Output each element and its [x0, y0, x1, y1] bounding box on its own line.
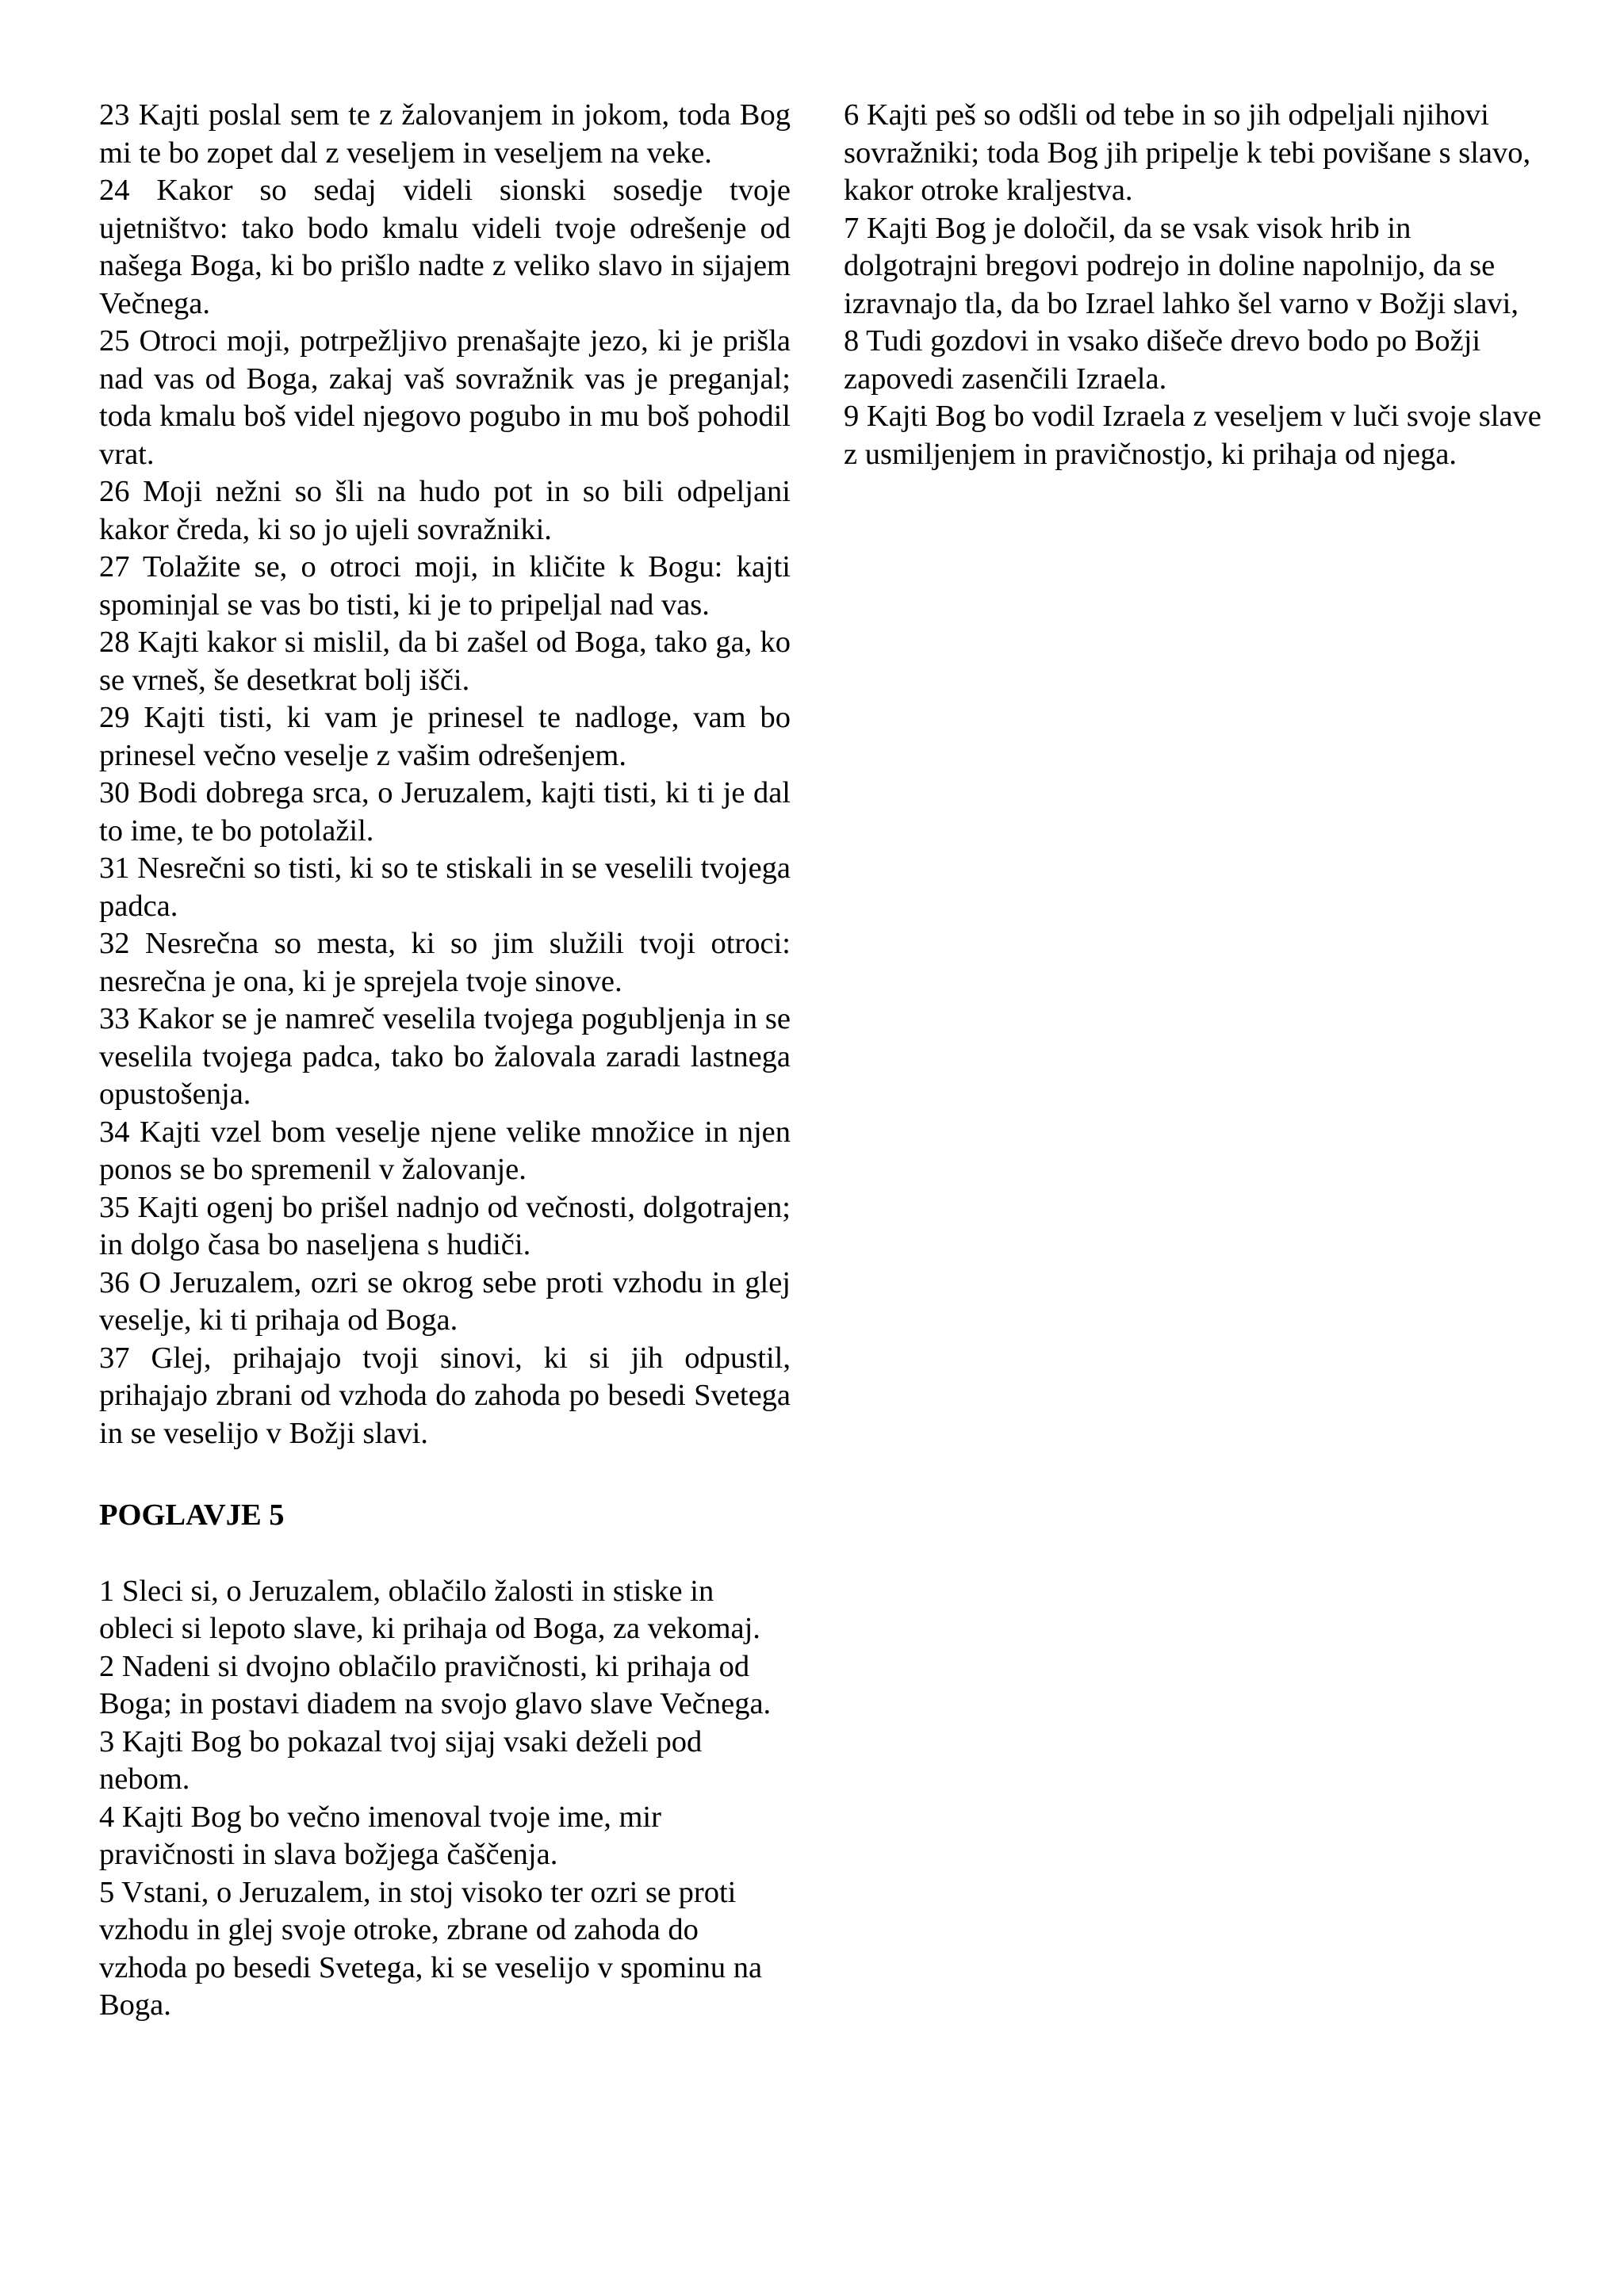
verse-5-3: 3 Kajti Bog bo pokazal tvoj sijaj vsaki deželi pod nebom. [99, 1724, 703, 1796]
verse-4-25: 25 Otroci moji, potrpežljivo prenašajte jezo, ki je prišla nad vas od Boga, zakaj vaš sovražnik vas je preganjal; toda kmalu boš videl njegovo pogubo in mu boš pohodil vrat. [99, 324, 791, 471]
verse-4-29: 29 Kajti tisti, ki vam je prinesel te nadloge, vam bo prinesel večno veselje z vašim odrešenjem. [99, 701, 791, 772]
verse-4-37: 37 Glej, prihajajo tvoji sinovi, ki si jih odpustil, prihajajo zbrani od vzhoda do zahoda po besedi Svetega in se veselijo v Božji slavi. [99, 1341, 791, 1450]
verse-5-1: 1 Sleci si, o Jeruzalem, oblačilo žalosti in stiske in obleci si lepoto slave, ki prihaja od Boga, za vekomaj. [99, 1574, 760, 1645]
verse-5-4: 4 Kajti Bog bo večno imenoval tvoje ime, mir pravičnosti in slava božjega čaščenja. [99, 1800, 661, 1871]
verse-4-36: 36 O Jeruzalem, ozri se okrog sebe proti vzhodu in glej veselje, ki ti prihaja od Boga. [99, 1265, 791, 1337]
left-column [99, 97, 791, 2025]
verse-4-24: 24 Kakor so sedaj videli sionski sosedje tvoje ujetništvo: tako bodo kmalu videli tvoje odrešenje od našega Boga, ki bo prišlo nadte z veliko slavo in sijajem Večnega. [99, 174, 791, 320]
right-column [844, 97, 1542, 473]
verse-4-31: 31 Nesrečni so tisti, ki so te stiskali in se veselili tvojega padca. [99, 851, 791, 923]
verse-5-7: 7 Kajti Bog je določil, da se vsak visok hrib in dolgotrajni bregovi podrejo in doline napolnijo, da se izravnajo tla, da bo Izrael lahko šel varno v Božji slavi, [844, 211, 1519, 320]
verse-4-35: 35 Kajti ogenj bo prišel nadnjo od večnosti, dolgotrajen; in dolgo časa bo naseljena s hudiči. [99, 1190, 791, 1261]
verse-5-8: 8 Tudi gozdovi in vsako dišeče drevo bodo po Božji zapovedi zasenčili Izraela. [844, 324, 1481, 396]
verse-5-5: 5 Vstani, o Jeruzalem, in stoj visoko ter ozri se proti vzhodu in glej svoje otroke, zbrane od zahoda do vzhoda po besedi Svetega, ki se veselijo v spominu na Boga. [99, 1875, 763, 2022]
verse-4-27: 27 Tolažite se, o otroci moji, in kličite k Bogu: kajti spominjal se vas bo tisti, ki je to pripeljal nad vas. [99, 550, 791, 622]
verse-4-28: 28 Kajti kakor si mislil, da bi zašel od Boga, tako ga, ko se vrneš, še desetkrat bolj išči. [99, 626, 791, 697]
verse-4-32: 32 Nesrečna so mesta, ki so jim služili tvoji otroci: nesrečna je ona, ki je sprejela tvoje sinove. [99, 927, 791, 998]
verse-5-6: 6 Kajti peš so odšli od tebe in so jih odpeljali njihovi sovražniki; toda Bog jih pripelje k tebi povišane s slavo, kakor otroke kraljestva. [844, 98, 1531, 207]
verse-5-9: 9 Kajti Bog bo vodil Izraela z veseljem v luči svoje slave z usmiljenjem in pravičnostjo, ki prihaja od njega. [844, 400, 1542, 471]
verse-4-23: 23 Kajti poslal sem te z žalovanjem in jokom, toda Bog mi te bo zopet dal z veseljem in veseljem na veke. [99, 98, 791, 170]
verse-4-30: 30 Bodi dobrega srca, o Jeruzalem, kajti tisti, ki ti je dal to ime, te bo potolažil. [99, 776, 791, 848]
verse-5-2: 2 Nadeni si dvojno oblačilo pravičnosti, ki prihaja od Boga; in postavi diadem na svojo glavo slave Večnega. [99, 1649, 772, 1720]
verse-4-34: 34 Kajti vzel bom veselje njene velike množice in njen ponos se bo spremenil v žalovanje. [99, 1115, 791, 1186]
verse-4-26: 26 Moji nežni so šli na hudo pot in so bili odpeljani kakor čreda, ki so jo ujeli sovražniki. [99, 475, 791, 546]
verse-4-33: 33 Kakor se je namreč veselila tvojega pogubljenja in se veselila tvojega padca, tako bo žalovala zaradi lastnega opustošenja. [99, 1002, 791, 1111]
chapter-heading: POGLAVJE 5 [99, 1498, 285, 1532]
